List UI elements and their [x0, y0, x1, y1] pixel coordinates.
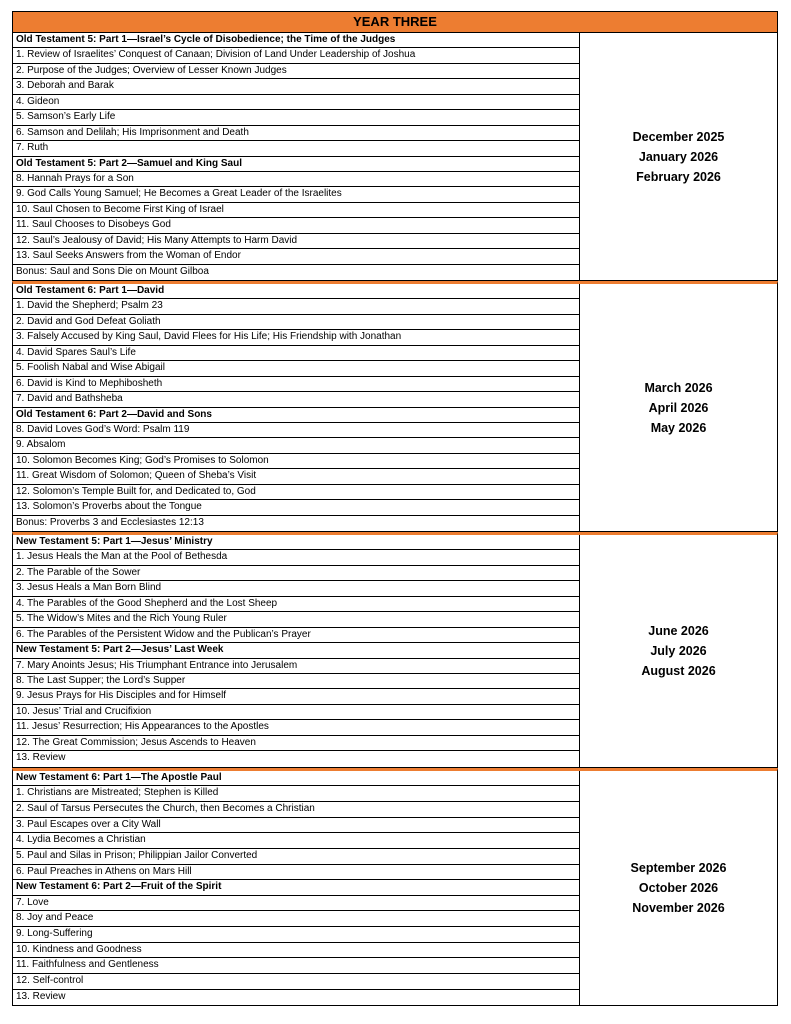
lesson-row: 7. Love	[13, 896, 579, 912]
lesson-row: 10. Jesus’ Trial and Crucifixion	[13, 705, 579, 720]
lesson-row: 7. Ruth	[13, 141, 579, 156]
unit-heading: New Testament 6: Part 2—Fruit of the Spirit	[13, 880, 579, 896]
schedule-section	[12, 532, 778, 768]
lesson-row: 7. Mary Anoints Jesus; His Triumphant Entrance into Jerusalem	[13, 659, 579, 674]
month-label: November 2026	[632, 900, 725, 915]
schedule-section	[12, 281, 778, 532]
lesson-row: 1. Jesus Heals the Man at the Pool of Bethesda	[13, 550, 579, 565]
lesson-row: 12. Saul’s Jealousy of David; His Many Attempts to Harm David	[13, 234, 579, 249]
lesson-row: 13. Solomon’s Proverbs about the Tongue	[13, 500, 579, 515]
lesson-row: 3. Jesus Heals a Man Born Blind	[13, 581, 579, 596]
lesson-row: 1. David the Shepherd; Psalm 23	[13, 299, 579, 314]
unit-heading: New Testament 6: Part 1—The Apostle Paul	[13, 771, 579, 787]
lesson-row: 8. The Last Supper; the Lord’s Supper	[13, 674, 579, 689]
month-label: September 2026	[630, 860, 727, 875]
lesson-row: 11. Jesus’ Resurrection; His Appearances to the Apostles	[13, 720, 579, 735]
lesson-row: 12. Self-control	[13, 974, 579, 990]
lesson-row: 8. Hannah Prays for a Son	[13, 172, 579, 187]
lesson-row: 8. Joy and Peace	[13, 911, 579, 927]
lesson-row: 13. Review	[16, 752, 66, 764]
lesson-row: 5. Samson’s Early Life	[13, 110, 579, 125]
lesson-row: 6. Paul Preaches in Athens on Mars Hill	[13, 865, 579, 881]
lesson-row: 8. David Loves God’s Word: Psalm 119	[13, 423, 579, 438]
lesson-list	[13, 771, 580, 1006]
lesson-row: 12. The Great Commission; Jesus Ascends to Heaven	[13, 736, 579, 751]
unit-heading: New Testament 5: Part 1—Jesus’ Ministry	[13, 535, 579, 550]
lesson-row: 2. The Parable of the Sower	[13, 566, 579, 581]
lesson-row: 6. The Parables of the Persistent Widow and the Publican’s Prayer	[13, 628, 579, 643]
month-label: January 2026	[638, 149, 719, 164]
lesson-row: 4. Lydia Becomes a Christian	[13, 833, 579, 849]
lesson-row: 3. Deborah and Barak	[13, 79, 579, 94]
lesson-row: 5. The Widow’s Mites and the Rich Young Ruler	[13, 612, 579, 627]
month-label: May 2026	[650, 420, 707, 435]
lesson-row: 9. Long-Suffering	[13, 927, 579, 943]
month-label: December 2025	[632, 129, 725, 144]
unit-heading: Old Testament 5: Part 2—Samuel and King Saul	[13, 157, 579, 172]
month-label: February 2026	[636, 169, 721, 184]
lesson-row: 11. Saul Chooses to Disobeys God	[13, 218, 579, 233]
month-label: October 2026	[638, 880, 719, 895]
lesson-row: 9. God Calls Young Samuel; He Becomes a Great Leader of the Israelites	[13, 187, 579, 202]
lesson-row: 5. Paul and Silas in Prison; Philippian Jailor Converted	[13, 849, 579, 865]
lesson-row: 2. Saul of Tarsus Persecutes the Church, then Becomes a Christian	[13, 802, 579, 818]
unit-heading: New Testament 5: Part 2—Jesus’ Last Week	[13, 643, 579, 658]
lesson-row: 10. Kindness and Goodness	[13, 943, 579, 959]
months-cell	[580, 771, 777, 1006]
month-label: August 2026	[641, 663, 716, 678]
lesson-row: 3. Paul Escapes over a City Wall	[13, 818, 579, 834]
lesson-row: 11. Faithfulness and Gentleness	[13, 958, 579, 974]
lesson-row: 12. Solomon’s Temple Built for, and Dedicated to, God	[13, 485, 579, 500]
lesson-row: Bonus: Proverbs 3 and Ecclesiastes 12:13	[16, 516, 204, 528]
lesson-row: 4. David Spares Saul’s Life	[13, 346, 579, 361]
unit-heading: Old Testament 6: Part 2—David and Sons	[13, 408, 579, 423]
lesson-row: 9. Jesus Prays for His Disciples and for Himself	[13, 689, 579, 704]
lesson-list	[13, 284, 580, 531]
unit-heading: Old Testament 5: Part 1—Israel’s Cycle of Disobedience; the Time of the Judges	[13, 33, 579, 48]
lesson-row: 2. Purpose of the Judges; Overview of Lesser Known Judges	[13, 64, 579, 79]
schedule-section	[12, 33, 778, 281]
lesson-row: 3. Falsely Accused by King Saul, David Flees for His Life; His Friendship with Jonathan	[13, 330, 579, 345]
lesson-row: 1. Review of Israelites’ Conquest of Canaan; Division of Land Under Leadership of Joshua	[13, 48, 579, 63]
lesson-row: 6. David is Kind to Mephibosheth	[13, 377, 579, 392]
sections-container	[12, 33, 778, 1006]
lesson-row: 9. Absalom	[13, 438, 579, 453]
lesson-row: 10. Saul Chosen to Become First King of Israel	[13, 203, 579, 218]
months-cell	[580, 535, 777, 767]
lesson-row: 10. Solomon Becomes King; God’s Promises to Solomon	[13, 454, 579, 469]
lesson-row: 7. David and Bathsheba	[13, 392, 579, 407]
months-cell	[580, 33, 777, 280]
lesson-row: Bonus: Saul and Sons Die on Mount Gilboa	[16, 265, 209, 277]
lesson-row: 13. Saul Seeks Answers from the Woman of Endor	[13, 249, 579, 264]
month-label: July 2026	[650, 643, 707, 658]
months-cell	[580, 284, 777, 531]
lesson-row: 5. Foolish Nabal and Wise Abigail	[13, 361, 579, 376]
lesson-row: 4. The Parables of the Good Shepherd and the Lost Sheep	[13, 597, 579, 612]
unit-heading: Old Testament 6: Part 1—David	[13, 284, 579, 299]
schedule-section	[12, 768, 778, 1007]
lesson-row: 6. Samson and Delilah; His Imprisonment and Death	[13, 126, 579, 141]
lesson-row: 4. Gideon	[13, 95, 579, 110]
lesson-row: 2. David and God Defeat Goliath	[13, 315, 579, 330]
lesson-list	[13, 535, 580, 767]
month-label: June 2026	[648, 623, 709, 638]
lesson-row: 13. Review	[16, 990, 66, 1002]
month-label: March 2026	[644, 380, 713, 395]
lesson-row: 1. Christians are Mistreated; Stephen is Killed	[13, 786, 579, 802]
schedule-table	[12, 11, 778, 1006]
month-label: April 2026	[648, 400, 709, 415]
year-title: YEAR THREE	[12, 11, 778, 33]
lesson-list	[13, 33, 580, 280]
lesson-row: 11. Great Wisdom of Solomon; Queen of Sheba’s Visit	[13, 469, 579, 484]
